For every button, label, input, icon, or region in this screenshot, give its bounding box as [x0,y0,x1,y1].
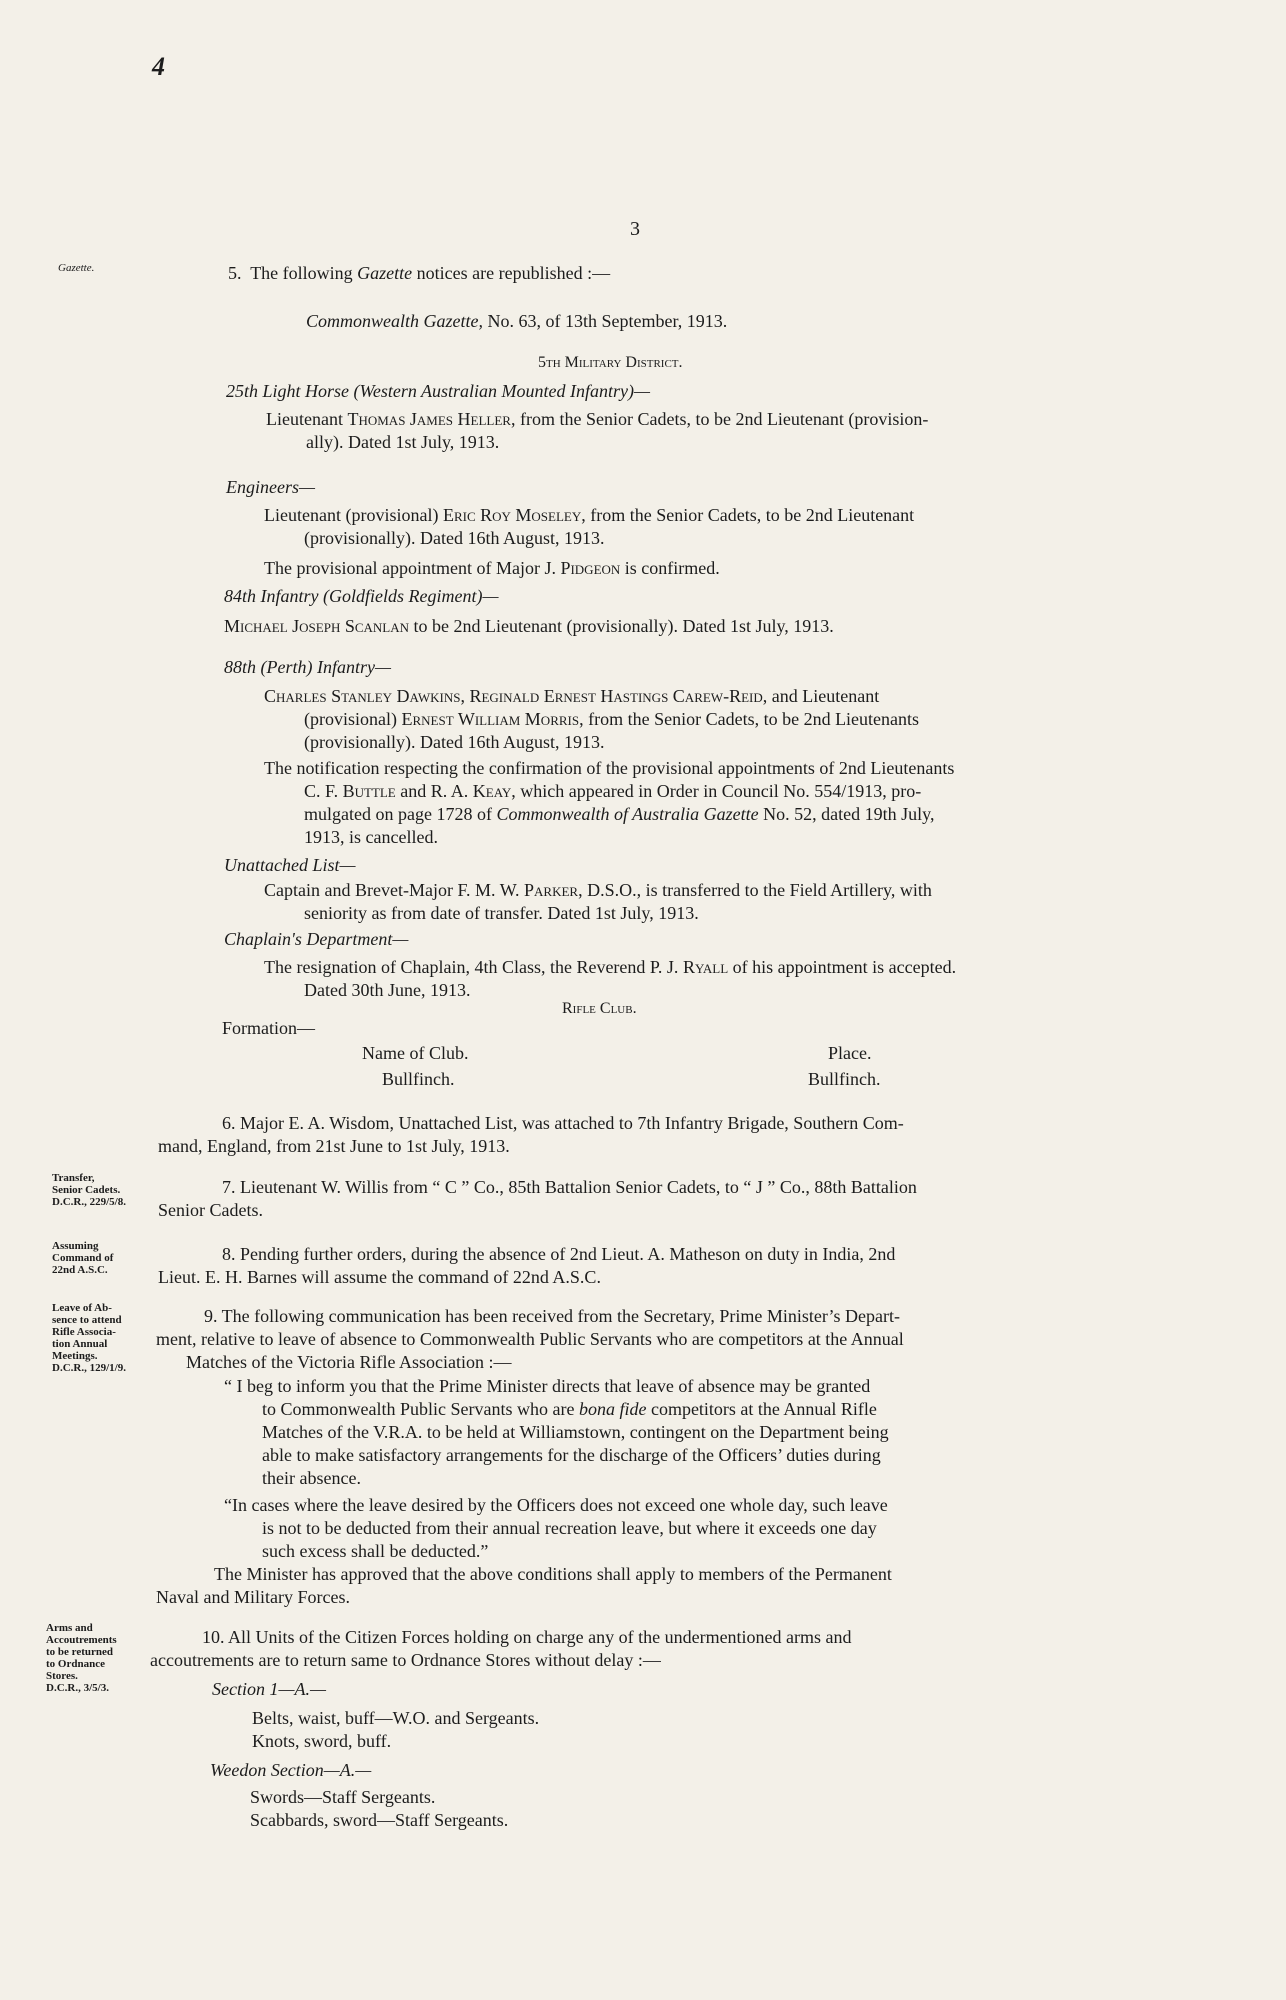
notification-line-2: C. F. Buttle and R. A. Keay, which appeared in Order in Council No. 554/1913, pro- [304,781,922,801]
quote-1-line-3: Matches of the V.R.A. to be held at Williamstown, contingent on the Department being [262,1422,889,1442]
quote-1-line-1: “ I beg to inform you that the Prime Minister directs that leave of absence may be granted [224,1376,871,1396]
parker-line-2: seniority as from date of transfer. Dated 1st July, 1913. [304,903,699,923]
page-number: 3 [630,218,640,240]
item-swords: Swords—Staff Sergeants. [250,1787,436,1807]
heading-unattached-list: Unattached List— [224,855,356,875]
quote-1-line-2: to Commonwealth Public Servants who are bona fide competitors at the Annual Rifle [262,1399,877,1419]
para-10-line-1: 10. All Units of the Citizen Forces holding on charge any of the undermentioned arms and [202,1627,852,1647]
district-heading: 5th Military District. [538,354,683,371]
para-7-line-1: 7. Lieutenant W. Willis from “ C ” Co., 85th Battalion Senior Cadets, to “ J ” Co., 88th Battalion [222,1177,917,1197]
club-table-cell-name: Bullfinch. [382,1069,455,1089]
margin-note-leave: Leave of Ab- sence to attend Rifle Associa- tion Annual Meetings. D.C.R., 129/1/9. [52,1302,126,1374]
item-knots: Knots, sword, buff. [252,1731,392,1751]
item-belts: Belts, waist, buff—W.O. and Sergeants. [252,1708,540,1728]
notification-line-1: The notification respecting the confirmation of the provisional appointments of 2nd Lieutenants [264,758,955,778]
para-6-line-2: mand, England, from 21st June to 1st July, 1913. [158,1136,510,1156]
margin-note-arms: Arms and Accoutrements to be returned to Ordnance Stores. D.C.R., 3/5/3. [46,1622,117,1694]
quote-1-line-5: their absence. [262,1468,361,1488]
heading-engineers: Engineers— [226,477,315,497]
margin-note-transfer: Transfer, Senior Cadets. D.C.R., 229/5/8. [52,1172,126,1208]
margin-note-assuming: Assuming Command of 22nd A.S.C. [52,1240,114,1276]
heading-section-1: Section 1—A.— [212,1679,326,1699]
heading-84th-infantry: 84th Infantry (Goldfields Regiment)— [224,586,499,606]
heading-chaplains-department: Chaplain's Department— [224,929,409,949]
parker-line-1: Captain and Brevet-Major F. M. W. Parker, D.S.O., is transferred to the Field Artillery, with [264,880,932,900]
ryall-line-1: The resignation of Chaplain, 4th Class, the Reverend P. J. Ryall of his appointment is accepted. [264,957,957,977]
corner-mark: 4 [152,52,165,81]
para-9-line-3: Matches of the Victoria Rifle Association :— [186,1352,512,1372]
para-9-line-1: 9. The following communication has been received from the Secretary, Prime Minister’s Depart- [204,1306,900,1326]
formation-label: Formation— [222,1018,315,1038]
dawkins-line-2: (provisional) Ernest William Morris, from the Senior Cadets, to be 2nd Lieutenants [304,709,920,729]
scanlan-line: Michael Joseph Scanlan to be 2nd Lieutenant (provisionally). Dated 1st July, 1913. [224,616,834,636]
quote-1-line-4: able to make satisfactory arrangements for the discharge of the Officers’ duties during [262,1445,881,1465]
ryall-line-2: Dated 30th June, 1913. [304,980,471,1000]
club-table-cell-place: Bullfinch. [808,1069,881,1089]
heller-line-2: ally). Dated 1st July, 1913. [306,432,500,452]
notification-line-4: 1913, is cancelled. [304,827,438,847]
para-6-line-1: 6. Major E. A. Wisdom, Unattached List, was attached to 7th Infantry Brigade, Southern Com- [222,1113,904,1133]
moseley-line-1: Lieutenant (provisional) Eric Roy Moseley, from the Senior Cadets, to be 2nd Lieutenant [264,505,915,525]
heller-line-1: Lieutenant Thomas James Heller, from the Senior Cadets, to be 2nd Lieutenant (provision- [266,409,929,429]
heading-weedon-section: Weedon Section—A.— [210,1760,372,1780]
rifle-club-heading: Rifle Club. [562,1000,637,1017]
para-5-intro: 5. The following Gazette notices are republished :— [228,263,611,283]
gazette-reference: Commonwealth Gazette, No. 63, of 13th September, 1913. [306,311,728,331]
item-scabbards: Scabbards, sword—Staff Sergeants. [250,1810,509,1830]
heading-25th-light-horse: 25th Light Horse (Western Australian Mounted Infantry)— [226,381,651,401]
para-7-line-2: Senior Cadets. [158,1200,263,1220]
para-9-line-2: ment, relative to leave of absence to Commonwealth Public Servants who are competitors at the Annual [156,1329,904,1349]
para-8-line-1: 8. Pending further orders, during the absence of 2nd Lieut. A. Matheson on duty in India, 2nd [222,1244,896,1264]
quote-2-line-1: “In cases where the leave desired by the Officers does not exceed one whole day, such leave [224,1495,888,1515]
dawkins-line-1: Charles Stanley Dawkins, Reginald Ernest Hastings Carew-Reid, and Lieutenant [264,686,880,706]
dawkins-line-3: (provisionally). Dated 16th August, 1913. [304,732,605,752]
notification-line-3: mulgated on page 1728 of Commonwealth of Australia Gazette No. 52, dated 19th July, [304,804,935,824]
quote-2-line-3: such excess shall be deducted.” [262,1541,489,1561]
minister-line-2: Naval and Military Forces. [156,1587,350,1607]
moseley-line-2: (provisionally). Dated 16th August, 1913. [304,528,605,548]
para-8-line-2: Lieut. E. H. Barnes will assume the command of 22nd A.S.C. [158,1267,601,1287]
pidgeon-line: The provisional appointment of Major J. Pidgeon is confirmed. [264,558,720,578]
club-table-header-name: Name of Club. [362,1043,469,1063]
quote-2-line-2: is not to be deducted from their annual recreation leave, but where it exceeds one day [262,1518,877,1538]
heading-88th-infantry: 88th (Perth) Infantry— [224,657,391,677]
minister-line-1: The Minister has approved that the above conditions shall apply to members of the Permanent [214,1564,892,1584]
club-table-header-place: Place. [828,1043,872,1063]
para-10-line-2: accoutrements are to return same to Ordnance Stores without delay :— [150,1650,661,1670]
margin-note-gazette: Gazette. [58,262,95,274]
